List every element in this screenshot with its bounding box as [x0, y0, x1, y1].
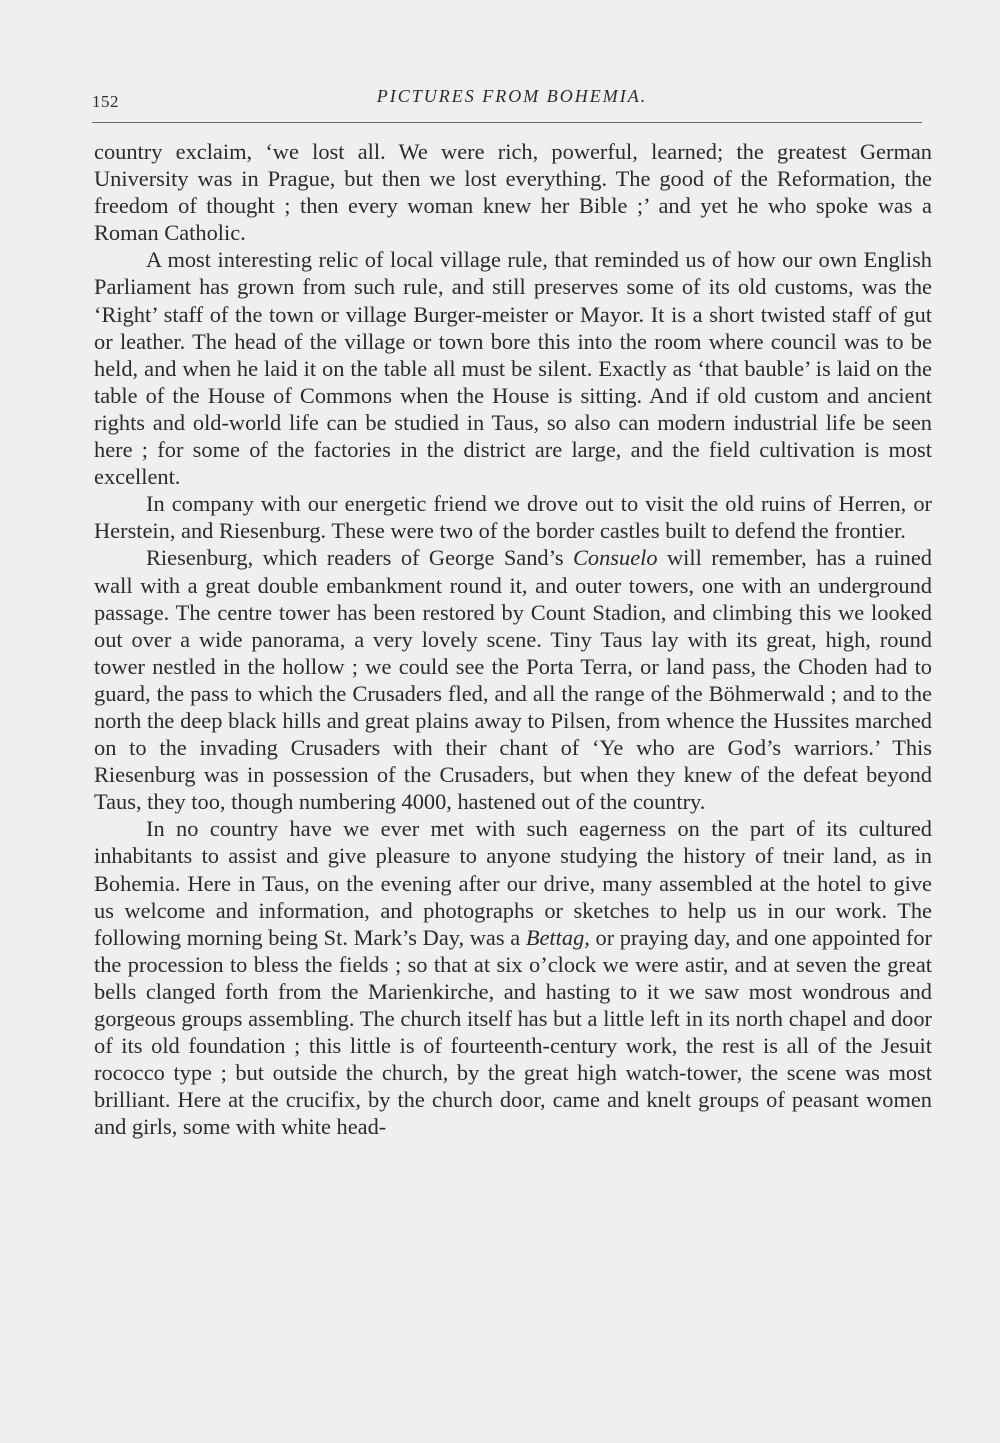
page-number: 152	[92, 92, 119, 111]
header-rule	[92, 122, 922, 123]
italic-title: Consuelo	[572, 545, 658, 571]
text-run: will remember, has a ruined wall with a great double embankment round it, and outer towers, one with an underground passage. The centre tower has been restored by Count Stadion, and climbing this we looked out over a wide panorama, a very lovely scene. Tiny Taus lay with its great, high, round tower nestled in the hollow ; we could see the Porta Terra, or land pass, the Choden had to guard, the pass to which the Crusaders fled, and all the range of the Böhmerwald ; and to the north the deep black hills and great plains away to Pilsen, from whence the Hussites marched on to the invading Crusaders with their chant of ‘Ye who are God’s warriors.’ This Riesenburg was in possession of the Crusaders, but when they knew of the defeat beyond Taus, they too, though numbering 4000, hastened out of the country.	[94, 545, 932, 815]
paragraph	[94, 138, 932, 246]
body-text	[94, 138, 932, 1140]
text-run: In company with our energetic friend we drove out to visit the old ruins of Herren, or Herstein, and Riesenburg. These were two of the border castles built to defend the frontier.	[94, 491, 932, 544]
paragraph	[94, 544, 932, 815]
italic-title: Bettag,	[525, 924, 590, 950]
paragraph	[94, 490, 932, 544]
page-header	[92, 86, 932, 116]
text-run: Riesenburg, which readers of George Sand’s	[146, 545, 573, 571]
text-run: A most interesting relic of local village rule, that reminded us of how our own English Parliament has grown from such rule, and still preserves some of its old customs, was the ‘Right’ staff of the town or village Burger-meister or Mayor. It is a short twisted staff of gut or leather. The head of the village or town bore this into the room where council was to be held, and when he laid it on the table all must be silent. Exactly as ‘that bauble’ is laid on the table of the House of Commons when the House is sitting. And if old custom and ancient rights and old-world life can be studied in Taus, so also can modern industrial life be seen here ; for some of the factories in the district are large, and the field cultivation is most excellent.	[94, 247, 932, 490]
running-title: PICTURES FROM BOHEMIA.	[376, 86, 648, 106]
paragraph	[94, 815, 932, 1140]
paragraph	[94, 246, 932, 490]
text-run: In no country have we ever met with such eagerness on the part of its cultured inhabitants to assist and give pleasure to anyone studying the history of tneir land, as in Bohemia. Here in Taus, on the evening after our drive, many assembled at the hotel to give us welcome and information, and photographs or sketches to help us in our work. The following morning being St. Mark’s Day, was a	[94, 816, 932, 950]
text-run: country exclaim, ‘we lost all. We were rich, powerful, learned; the greatest German University was in Prague, but then we lost everything. The good of the Reformation, the freedom of thought ; then every woman knew her Bible ;’ and yet he who spoke was a Roman Catholic.	[94, 139, 932, 246]
text-run: or praying day, and one appointed for the procession to bless the fields ; so that at six o’clock we were astir, and at seven the great bells clanged forth from the Marienkirche, and hasting to it we saw most wondrous and gorgeous groups assembling. The church itself has but a little left in its north chapel and door of its old foundation ; this little is of fourteenth-century work, the rest is all of the Jesuit rococco type ; but outside the church, by the great high watch-tower, the scene was most brilliant. Here at the crucifix, by the church door, came and knelt groups of peasant women and girls, some with white head-	[94, 924, 932, 1140]
